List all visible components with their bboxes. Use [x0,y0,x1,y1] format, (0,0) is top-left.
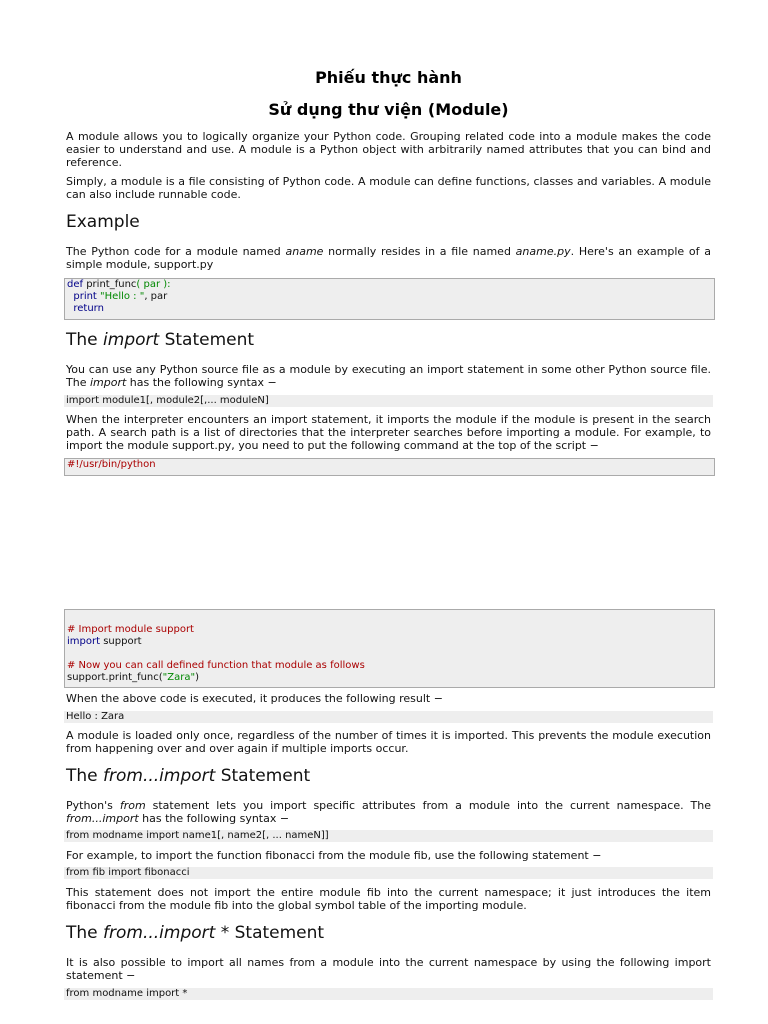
from-paragraph-2: For example, to import the function fibonacci from the module fib, use the following statement − [66,849,602,862]
load-once-paragraph: A module is loaded only once, regardless of the number of times it is imported. This prevents the module execution from happening over and over again if multiple imports occur. [66,729,711,755]
result-output: Hello : Zara [64,711,713,723]
import-paragraph-2: When the interpreter encounters an import statement, it imports the module if the module is present in the search path. A search path is a list of directories that the interpreter searches before importing a module. For example, to import the module support.py, you need to put the following command at the top of the script − [66,413,711,452]
example-paragraph: The Python code for a module named aname normally resides in a file named aname.py. Here's an example of a simple module, support.py [66,245,711,271]
from-paragraph-1: Python's from statement lets you import specific attributes from a module into the current namespace. The from...import has the following syntax − [66,799,712,825]
example-heading: Example [66,212,140,232]
star-syntax: from modname import * [64,988,713,1000]
intro-paragraph-1: A module allows you to logically organize your Python code. Grouping related code into a module makes the code easier to understand and use. A module is a Python object with arbitrarily named attributes that you can bind and reference. [66,130,711,169]
import-syntax: import module1[, module2[,... moduleN] [64,395,713,407]
star-paragraph: It is also possible to import all names from a module into the current namespace by using the following import statement − [66,956,711,982]
intro-paragraph-2: Simply, a module is a file consisting of Python code. A module can define functions, classes and variables. A module can also include runnable code. [66,175,711,201]
from-paragraph-3: This statement does not import the entire module fib into the current namespace; it just introduces the item fibonacci from the module fib into the global symbol table of the importing module. [66,886,711,912]
doc-title: Phiếu thực hành [315,68,462,87]
import-heading: The import Statement [66,330,255,350]
code-block-support: def print_func( par ): print "Hello : ", par return [64,278,715,320]
from-example: from fib import fibonacci [64,867,713,879]
code-block-import-support: # Import module support import support # Now you can call defined function that module as follows support.print_func("Zara") [64,609,715,688]
result-paragraph: When the above code is executed, it produces the following result − [66,692,443,705]
shebang-block: #!/usr/bin/python [64,458,715,476]
from-import-star-heading: The from...import * Statement [66,923,325,943]
doc-subtitle: Sử dụng thư viện (Module) [268,100,509,119]
from-import-heading: The from...import Statement [66,766,311,786]
from-syntax: from modname import name1[, name2[, ... nameN]] [64,830,713,842]
import-paragraph-1: You can use any Python source file as a module by executing an import statement in some other Python source file. The import has the following syntax − [66,363,711,389]
